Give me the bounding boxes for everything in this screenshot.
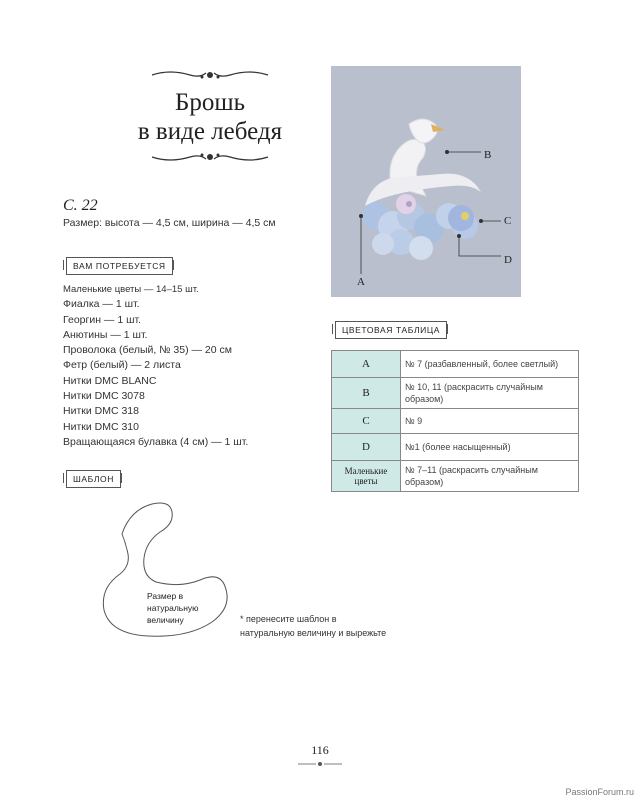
page-number: 116 — [311, 743, 329, 757]
list-item: Нитки DMC BLANC — [63, 374, 157, 387]
top-ornament — [150, 68, 270, 82]
callout-b: B — [484, 149, 492, 161]
color-table-heading: ЦВЕТОВАЯ ТАБЛИЦА — [335, 321, 447, 339]
template-heading: ШАБЛОН — [66, 470, 121, 488]
watermark: PassionForum.ru — [565, 787, 634, 797]
color-key: D — [332, 434, 401, 461]
color-key: Маленькие цветы — [332, 461, 401, 492]
template-size-label: Размер в натуральную величину — [147, 591, 199, 625]
table-row — [332, 461, 579, 492]
list-item: Нитки DMC 318 — [63, 405, 139, 418]
title-line-2: в виде лебедя — [137, 118, 283, 145]
color-key: C — [332, 409, 401, 434]
materials-heading: ВАМ ПОТРЕБУЕТСЯ — [66, 257, 173, 275]
list-item: Фиалка — 1 шт. — [63, 298, 140, 311]
page-reference: С. 22 — [63, 197, 98, 214]
title-line-1: Брошь — [174, 89, 245, 116]
table-row — [332, 351, 579, 378]
table-row — [332, 434, 579, 461]
list-item: Нитки DMC 3078 — [63, 390, 145, 403]
page-title — [120, 88, 300, 146]
materials-list — [63, 282, 248, 450]
list-item: Вращающаяся булавка (4 см) — 1 шт. — [63, 435, 249, 448]
callout-d: D — [504, 254, 512, 266]
bottom-ornament — [150, 150, 270, 164]
size-line: Размер: высота — 4,5 см, ширина — 4,5 см — [63, 217, 276, 229]
list-item: Анютины — 1 шт. — [63, 328, 148, 341]
template-note: * перенесите шаблон в натуральную величину и вырежьте — [240, 614, 387, 638]
color-key: A — [332, 351, 401, 378]
color-key: B — [332, 378, 401, 409]
list-item: Георгин — 1 шт. — [63, 313, 142, 326]
color-desc: № 7–11 (раскрасить случайным образом) — [401, 461, 579, 492]
table-row — [332, 378, 579, 409]
swan-brooch-illustration — [331, 66, 521, 297]
color-desc: № 7 (разбавленный, более светлый) — [401, 351, 579, 378]
color-desc: № 9 — [401, 409, 579, 434]
table-row — [332, 409, 579, 434]
callout-a: A — [357, 276, 365, 288]
color-desc: №1 (более насыщенный) — [401, 434, 579, 461]
list-item: Маленькие цветы — 14–15 шт. — [63, 284, 199, 295]
color-desc: № 10, 11 (раскрасить случайным образом) — [401, 378, 579, 409]
page-number-ornament — [296, 760, 344, 768]
callout-c: C — [504, 215, 512, 227]
list-item: Нитки DMC 310 — [63, 420, 139, 433]
color-table — [331, 350, 579, 492]
list-item: Фетр (белый) — 2 листа — [63, 359, 181, 372]
list-item: Проволока (белый, № 35) — 20 см — [63, 344, 232, 357]
brooch-photo — [331, 66, 521, 297]
